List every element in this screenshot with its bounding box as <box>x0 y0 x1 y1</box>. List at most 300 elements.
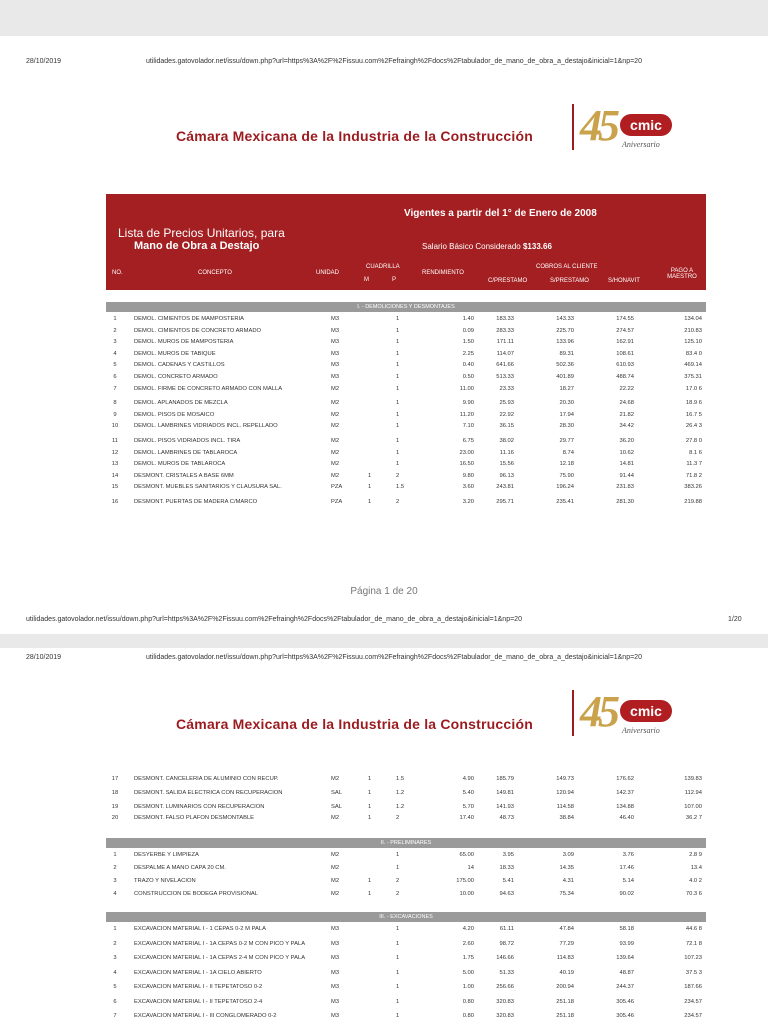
cell-c: 21.82 <box>619 411 634 418</box>
cell-a: 283.33 <box>496 327 514 334</box>
cell-c: 46.40 <box>619 815 634 821</box>
cell-a: 149.81 <box>496 790 514 796</box>
col-cobros: COBROS AL CLIENTE <box>536 264 598 270</box>
cell-p: 1 <box>396 461 400 468</box>
col-m: M <box>364 277 369 283</box>
cell-d: 16.7 5 <box>685 411 702 418</box>
cell-p: 1 <box>396 998 400 1005</box>
cell-d: 36.2 7 <box>685 815 702 821</box>
cell-b: 149.73 <box>556 776 574 782</box>
cell-ren: 0.50 <box>462 374 474 380</box>
cmic-logo-2: 45 cmic Aniversario <box>572 688 672 748</box>
cell-a: 22.92 <box>499 411 514 418</box>
cell-a: 5.41 <box>502 878 514 884</box>
cell-d: 219.88 <box>684 499 702 505</box>
section-demoliciones: I. - DEMOLICIONES Y DESMONTAJES <box>106 302 706 312</box>
cell-c: 48.87 <box>619 969 634 976</box>
cell-a: 98.72 <box>499 940 514 947</box>
cell-ren: 0.09 <box>462 327 474 334</box>
cell-con: EXCAVACION MATERIAL I - 1 CEPAS 0-2 M PALA <box>134 926 266 932</box>
cell-p: 2 <box>396 878 400 884</box>
cell-b: 3.09 <box>562 852 574 858</box>
col-sprestamo: S/PRESTAMO <box>550 278 589 284</box>
cell-ren: 1.50 <box>462 339 474 346</box>
cell-a: 114.07 <box>496 350 514 357</box>
cell-ren: 1.00 <box>462 984 474 990</box>
cell-ren: 9.80 <box>462 472 474 479</box>
cell-uni: M2 <box>331 385 340 392</box>
cell-ren: 175.00 <box>456 878 474 884</box>
cell-d: 4.0 2 <box>689 878 702 884</box>
cell-con: DEMOL. MUROS DE TABIQUE <box>134 350 216 357</box>
cell-a: 141.93 <box>496 804 514 810</box>
cell-b: 89.31 <box>559 350 574 357</box>
cell-uni: M3 <box>331 1013 340 1019</box>
cell-no: 7 <box>113 385 117 392</box>
cell-ren: 11.20 <box>459 411 474 418</box>
cell-c: 14.81 <box>619 461 634 468</box>
cell-d: 18.9 6 <box>685 400 702 407</box>
cell-a: 295.71 <box>496 499 514 505</box>
cell-c: 108.61 <box>616 350 634 357</box>
cell-con: EXCAVACION MATERIAL I - 1A CEPAS 2-4 M CON PICO Y PALA <box>134 955 306 961</box>
cell-uni: M2 <box>331 865 340 871</box>
cell-p: 2 <box>396 472 400 479</box>
cell-no: 20 <box>111 815 119 821</box>
cell-a: 320.83 <box>496 1013 514 1019</box>
cell-con: DEMOL. LAMBRINES DE TABLAROCA <box>134 449 238 456</box>
cell-a: 641.66 <box>496 362 514 369</box>
cell-uni: M2 <box>331 423 340 430</box>
cell-c: 176.62 <box>616 776 634 782</box>
cell-a: 171.11 <box>496 339 514 346</box>
cell-d: 375.31 <box>684 374 702 380</box>
cell-uni: M2 <box>331 891 340 897</box>
cell-no: 19 <box>111 804 119 810</box>
cell-uni: M2 <box>331 852 340 858</box>
cell-a: 96.13 <box>499 472 514 479</box>
page-number: Página 1 de 20 <box>350 586 418 597</box>
cell-a: 48.73 <box>499 815 514 821</box>
cell-ren: 3.60 <box>462 484 474 491</box>
cell-p: 1 <box>396 926 400 932</box>
cell-con: DESPALME A MANO CAPA 20 CM. <box>134 865 226 871</box>
page-2 <box>0 648 768 1024</box>
cell-p: 1 <box>396 411 400 418</box>
col-p: P <box>392 277 397 283</box>
cell-m: 1 <box>368 484 372 491</box>
page-1 <box>0 36 768 634</box>
cell-b: 251.18 <box>556 998 574 1005</box>
cell-uni: M2 <box>331 411 340 418</box>
cell-con: DEMOL. PISOS DE MOSAICO <box>134 411 215 418</box>
col-cprestamo: C/PRESTAMO <box>488 278 528 284</box>
col-concepto: CONCEPTO <box>198 270 232 276</box>
cell-a: 25.93 <box>499 400 514 407</box>
cell-ren: 5.70 <box>462 804 474 810</box>
cell-ren: 1.40 <box>462 316 474 322</box>
cell-m: 1 <box>368 878 372 884</box>
cell-c: 142.37 <box>616 790 634 796</box>
cell-m: 1 <box>368 804 372 810</box>
cell-a: 243.81 <box>496 484 514 491</box>
cell-ren: 0.80 <box>462 1013 474 1019</box>
cell-no: 6 <box>113 374 117 380</box>
cell-no: 1 <box>113 316 117 322</box>
cell-con: DEMOL. APLANADOS DE MEZCLA <box>134 400 228 407</box>
cell-uni: M3 <box>331 926 340 932</box>
cell-ren: 11.00 <box>459 385 474 392</box>
cell-c: 10.62 <box>619 449 634 456</box>
cell-d: 83.4 0 <box>685 350 702 357</box>
cell-b: 47.84 <box>559 926 574 932</box>
cell-con: DEMOL. CIMIENTOS DE MAMPOSTERIA <box>134 316 245 322</box>
cell-d: 469.14 <box>684 362 702 369</box>
cell-b: 75.90 <box>559 472 574 479</box>
cell-con: DESMONT. CANCELERIA DE ALUMINIO CON RECUP. <box>134 776 279 782</box>
cell-b: 251.18 <box>556 1013 574 1019</box>
cell-p: 1 <box>396 339 400 346</box>
cell-uni: PZA <box>331 499 343 505</box>
cell-b: 38.84 <box>559 815 574 821</box>
cell-m: 1 <box>368 815 372 821</box>
cell-p: 1 <box>396 1013 400 1019</box>
cell-b: 225.70 <box>556 327 574 334</box>
cell-ren: 0.40 <box>462 362 474 369</box>
cell-c: 162.91 <box>616 339 634 346</box>
cell-c: 231.83 <box>616 484 634 491</box>
cell-uni: M3 <box>331 940 340 947</box>
cell-p: 2 <box>396 815 400 821</box>
cell-uni: M3 <box>331 969 340 976</box>
cell-c: 281.30 <box>616 499 634 505</box>
cell-no: 7 <box>113 1013 117 1019</box>
cell-con: CONSTRUCCION DE BODEGA PROVISIONAL <box>134 891 259 897</box>
cell-c: 24.68 <box>619 400 634 407</box>
cell-b: 114.83 <box>556 955 574 961</box>
cell-c: 244.37 <box>616 984 634 990</box>
cell-a: 183.33 <box>496 316 514 322</box>
cell-c: 274.57 <box>616 327 634 334</box>
cell-p: 2 <box>396 891 400 897</box>
cell-no: 5 <box>113 984 117 990</box>
cell-b: 40.19 <box>559 969 574 976</box>
cell-b: 502.36 <box>556 362 574 369</box>
cell-a: 15.56 <box>499 461 514 468</box>
cell-uni: M2 <box>331 472 340 479</box>
cell-p: 2 <box>396 499 400 505</box>
cell-a: 23.33 <box>499 385 514 392</box>
cell-p: 1.5 <box>396 776 405 782</box>
cell-con: DESYERBE Y LIMPIEZA <box>134 852 199 858</box>
cell-b: 8.74 <box>562 449 574 456</box>
brand-title-2: Cámara Mexicana de la Industria de la Construcción <box>176 716 533 732</box>
cell-p: 1 <box>396 385 400 392</box>
cell-c: 610.93 <box>616 362 634 369</box>
cell-d: 383.26 <box>684 484 702 491</box>
cell-b: 77.29 <box>559 940 574 947</box>
cell-con: EXCAVACION MATERIAL I - 1A CIELO ABIERTO <box>134 969 262 976</box>
cell-a: 256.66 <box>496 984 514 990</box>
cell-uni: M2 <box>331 461 340 468</box>
cell-d: 139.83 <box>684 776 702 782</box>
cell-a: 513.33 <box>496 374 514 380</box>
cell-b: 200.94 <box>556 984 574 990</box>
cell-c: 90.02 <box>619 891 634 897</box>
cell-a: 36.15 <box>499 423 514 430</box>
cell-a: 11.16 <box>499 449 514 456</box>
cell-p: 1 <box>396 852 400 858</box>
cell-no: 2 <box>113 327 117 334</box>
col-pago: PAGO A MAESTRO <box>667 268 697 280</box>
footer-url: utilidades.gatovolador.net/issu/down.php?url=https%3A%2F%2Fissuu.com%2Fefraingh%2Fdocs%2Ftabulador_de_mano_de_obra_a_destajo&inicial=1&np=20 <box>26 616 522 623</box>
cell-d: 107.00 <box>684 804 702 810</box>
cell-con: DEMOL. FIRME DE CONCRETO ARMADO CON MALLA <box>134 385 283 392</box>
cell-p: 1 <box>396 984 400 990</box>
cell-con: EXCAVACION MATERIAL I - II TEPETATOSO 0-2 <box>134 984 263 990</box>
cell-p: 1 <box>396 865 400 871</box>
col-cuadrilla: CUADRILLA <box>366 264 400 270</box>
cell-con: DESMONT. PUERTAS DE MADERA C/MARCO <box>134 499 258 505</box>
table-banner <box>106 194 706 290</box>
cell-ren: 7.10 <box>462 423 474 430</box>
cell-d: 17.0 6 <box>685 385 702 392</box>
cell-con: TRAZO Y NIVELACION <box>134 878 196 884</box>
cell-p: 1 <box>396 438 400 444</box>
cell-b: 29.77 <box>559 438 574 444</box>
cell-no: 6 <box>113 998 117 1005</box>
section-excavaciones: III. - EXCAVACIONES <box>106 912 706 922</box>
cell-b: 401.89 <box>556 374 574 380</box>
cell-b: 20.30 <box>559 400 574 407</box>
cell-no: 8 <box>113 400 117 407</box>
cell-b: 114.58 <box>556 804 574 810</box>
cell-b: 12.18 <box>559 461 574 468</box>
cell-c: 22.22 <box>619 385 634 392</box>
cell-uni: SAL <box>331 804 342 810</box>
cell-c: 134.88 <box>616 804 634 810</box>
cell-ren: 4.20 <box>462 926 474 932</box>
cell-uni: M3 <box>331 955 340 961</box>
cell-con: DEMOL. LAMBRINES VIDRIADOS INCL. REPELLADO <box>134 423 278 430</box>
cell-uni: M3 <box>331 327 340 334</box>
cell-con: EXCAVACION MATERIAL I - II TEPETATOSO 2-4 <box>134 998 263 1005</box>
cell-b: 196.24 <box>556 484 574 491</box>
cell-p: 1 <box>396 955 400 961</box>
cell-con: DESMONT. MUEBLES SANITARIOS Y CLAUSURA SAL. <box>134 484 282 491</box>
cell-d: 2.8 9 <box>689 852 702 858</box>
cell-b: 28.30 <box>559 423 574 430</box>
cell-uni: M3 <box>331 374 340 380</box>
cell-uni: M3 <box>331 339 340 346</box>
cell-uni: M3 <box>331 350 340 357</box>
footer-page: 1/20 <box>728 616 742 623</box>
cell-a: 3.95 <box>502 852 514 858</box>
cell-uni: PZA <box>331 484 343 491</box>
cell-uni: M2 <box>331 400 340 407</box>
cell-ren: 65.00 <box>459 852 474 858</box>
print-date: 28/10/2019 <box>26 58 62 65</box>
cell-ren: 14 <box>467 865 474 871</box>
cell-b: 17.94 <box>559 411 574 418</box>
cell-p: 1.5 <box>396 484 405 491</box>
mano-text: Mano de Obra a Destajo <box>134 240 260 252</box>
cell-uni: M3 <box>331 362 340 369</box>
cell-d: 44.6 8 <box>685 926 702 932</box>
cell-m: 1 <box>368 790 372 796</box>
cell-b: 4.31 <box>562 878 574 884</box>
cell-no: 17 <box>111 776 119 782</box>
cell-con: DESMONT. SALIDA ELECTRICA CON RECUPERACION <box>134 790 283 796</box>
cell-con: DESMONT. LUMINARIOS CON RECUPERACION <box>134 804 265 810</box>
cell-no: 18 <box>111 790 119 796</box>
cell-b: 120.94 <box>556 790 574 796</box>
cell-p: 1 <box>396 400 400 407</box>
cell-m: 1 <box>368 472 372 479</box>
cell-no: 15 <box>111 484 119 491</box>
cell-a: 38.02 <box>499 438 514 444</box>
cell-c: 58.18 <box>619 926 634 932</box>
cell-c: 93.99 <box>619 940 634 947</box>
cell-c: 34.42 <box>619 423 634 430</box>
cell-c: 91.44 <box>619 472 634 479</box>
cell-uni: M3 <box>331 998 340 1005</box>
print-url: utilidades.gatovolador.net/issu/down.php?url=https%3A%2F%2Fissuu.com%2Fefraingh%2Fdocs%2Ftabulador_de_mano_de_obra_a_destajo&inicial=1&np=20 <box>146 58 642 65</box>
cell-ren: 23.00 <box>459 449 474 456</box>
cell-no: 1 <box>113 926 117 932</box>
cell-uni: M3 <box>331 316 340 322</box>
cell-p: 1 <box>396 362 400 369</box>
print-url-2: utilidades.gatovolador.net/issu/down.php?url=https%3A%2F%2Fissuu.com%2Fefraingh%2Fdocs%2Ftabulador_de_mano_de_obra_a_destajo&inicial=1&np=20 <box>146 654 642 661</box>
cell-b: 18.27 <box>559 385 574 392</box>
cell-p: 1 <box>396 316 400 322</box>
cell-c: 488.74 <box>616 374 634 380</box>
cell-c: 305.46 <box>616 998 634 1005</box>
cell-d: 234.57 <box>684 1013 702 1019</box>
cell-uni: M2 <box>331 438 340 444</box>
cell-c: 17.46 <box>619 865 634 871</box>
cell-d: 13.4 <box>690 865 702 871</box>
cell-a: 320.83 <box>496 998 514 1005</box>
cell-d: 8.1 6 <box>689 449 702 456</box>
cell-p: 1 <box>396 969 400 976</box>
vigentes-text: Vigentes a partir del 1° de Enero de 2008 <box>404 208 597 219</box>
cell-uni: M2 <box>331 449 340 456</box>
cell-con: DEMOL. PISOS VIDRIADOS INCL. TIRA <box>134 438 241 444</box>
lista-text: Lista de Precios Unitarios, para <box>118 226 285 240</box>
cell-ren: 1.75 <box>462 955 474 961</box>
cell-p: 1 <box>396 423 400 430</box>
cell-c: 139.64 <box>616 955 634 961</box>
cell-no: 2 <box>113 865 117 871</box>
col-shonavit: S/HONAVIT <box>608 278 640 284</box>
cell-p: 1 <box>396 374 400 380</box>
cell-d: 210.83 <box>684 327 702 334</box>
cell-p: 1.2 <box>396 804 405 810</box>
cell-p: 1 <box>396 350 400 357</box>
cell-ren: 3.20 <box>462 499 474 505</box>
cell-c: 174.55 <box>616 316 634 322</box>
col-unidad: UNIDAD <box>316 270 340 276</box>
cell-b: 14.35 <box>559 865 574 871</box>
cell-ren: 6.75 <box>462 438 474 444</box>
cell-d: 125.10 <box>684 339 702 346</box>
cell-no: 13 <box>111 461 119 468</box>
cell-d: 71.8 2 <box>685 472 702 479</box>
cell-no: 3 <box>113 955 117 961</box>
cell-d: 107.23 <box>684 955 702 961</box>
cell-no: 3 <box>113 339 117 346</box>
cell-c: 305.46 <box>616 1013 634 1019</box>
cell-a: 51.33 <box>499 969 514 976</box>
section-preliminares: II. - PRELIMINARES <box>106 838 706 848</box>
cell-d: 112.94 <box>684 790 702 796</box>
cell-no: 14 <box>111 472 119 479</box>
cell-uni: M3 <box>331 984 340 990</box>
cell-b: 143.33 <box>556 316 574 322</box>
cell-p: 1 <box>396 940 400 947</box>
cell-uni: M2 <box>331 878 340 884</box>
salario-text: Salario Básico Considerado $133.66 <box>422 242 552 251</box>
cell-c: 5.14 <box>622 878 634 884</box>
cell-d: 72.1 8 <box>685 940 702 947</box>
col-no: NO. <box>112 270 123 276</box>
cell-b: 75.34 <box>559 891 574 897</box>
cell-a: 18.33 <box>499 865 514 871</box>
cell-m: 1 <box>368 776 372 782</box>
cell-ren: 5.40 <box>462 790 474 796</box>
cell-m: 1 <box>368 499 372 505</box>
cell-ren: 4.90 <box>462 776 474 782</box>
cell-d: 37.5 3 <box>685 969 702 976</box>
cell-p: 1 <box>396 327 400 334</box>
cell-no: 10 <box>111 423 119 430</box>
cell-no: 11 <box>111 438 119 444</box>
cell-no: 3 <box>113 878 117 884</box>
cell-a: 185.79 <box>496 776 514 782</box>
cell-d: 27.8 0 <box>685 438 702 444</box>
cell-no: 2 <box>113 940 117 947</box>
cell-ren: 2.25 <box>462 350 474 357</box>
cell-b: 235.41 <box>556 499 574 505</box>
cell-d: 187.66 <box>684 984 702 990</box>
cell-ren: 9.90 <box>462 400 474 407</box>
cell-no: 9 <box>113 411 117 418</box>
cell-c: 3.76 <box>622 852 634 858</box>
cell-uni: M2 <box>331 776 340 782</box>
cell-no: 12 <box>111 449 119 456</box>
cell-ren: 2.60 <box>462 940 474 947</box>
cell-no: 4 <box>113 350 117 357</box>
cell-ren: 10.00 <box>459 891 474 897</box>
cell-con: EXCAVACION MATERIAL I - III CONGLOMERADO 0-2 <box>134 1013 277 1019</box>
cell-d: 11.3 7 <box>686 461 702 468</box>
cell-p: 1.2 <box>396 790 405 796</box>
cell-no: 4 <box>113 969 117 976</box>
cell-con: DESMONT. FALSO PLAFON DESMONTABLE <box>134 815 255 821</box>
cell-no: 5 <box>113 362 117 369</box>
cell-con: EXCAVACION MATERIAL I - 1A CEPAS 0-2 M CON PICO Y PALA <box>134 940 306 947</box>
cell-uni: M2 <box>331 815 340 821</box>
cell-a: 146.66 <box>496 955 514 961</box>
cell-ren: 0.80 <box>462 998 474 1005</box>
cell-con: DESMONT. CRISTALES A BASE 6MM <box>134 472 234 479</box>
cell-con: DEMOL. MUROS DE TABLAROCA <box>134 461 226 468</box>
cell-con: DEMOL. CADENAS Y CASTILLOS <box>134 362 225 369</box>
cell-con: DEMOL. CIMIENTOS DE CONCRETO ARMADO <box>134 327 262 334</box>
print-date-2: 28/10/2019 <box>26 654 62 661</box>
cell-con: DEMOL. MUROS DE MAMPOSTERIA <box>134 339 234 346</box>
